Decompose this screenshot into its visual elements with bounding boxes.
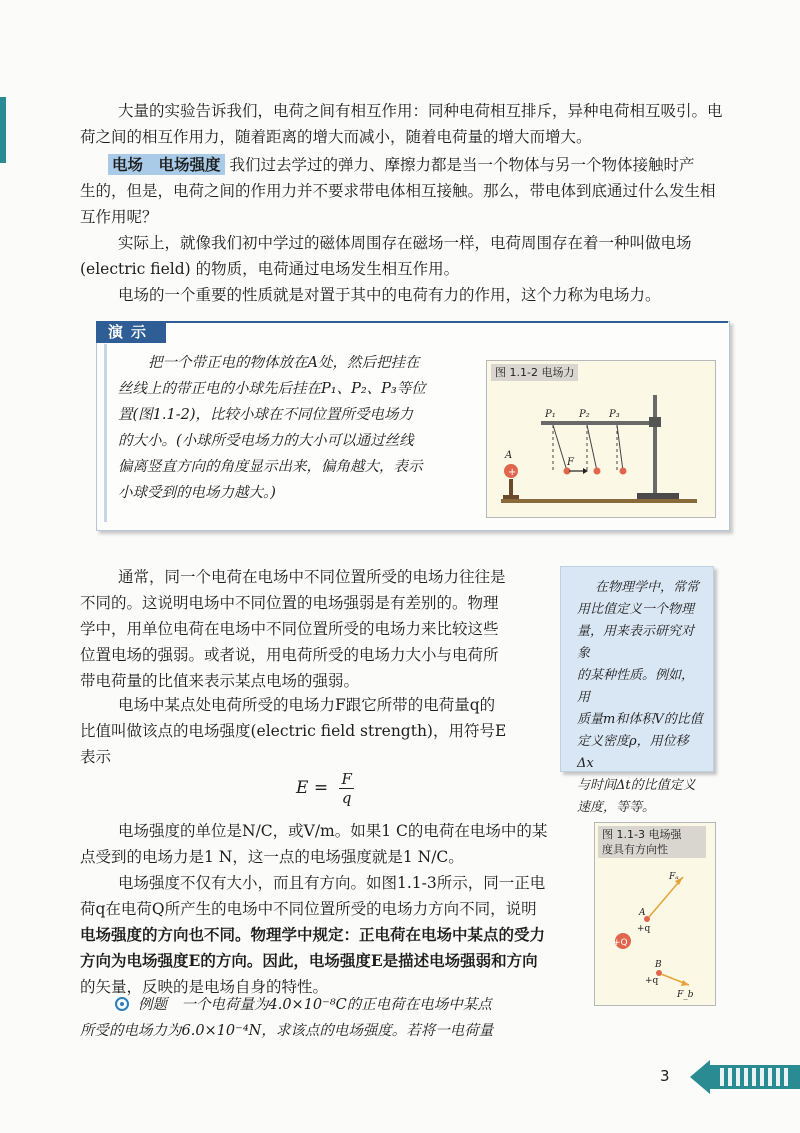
figure-caption: [598, 826, 706, 858]
formula-electric-field: [296, 770, 354, 807]
side-note-line: 质量m和体积V的比值: [577, 712, 703, 727]
force-b-arrow-head: [681, 980, 689, 986]
formula-denominator: q: [341, 789, 352, 807]
svg-text:+: +: [508, 467, 517, 478]
demo-line: 把一个带正电的物体放在A处，然后把挂在: [148, 355, 420, 371]
beam: [541, 421, 657, 425]
side-note-line: 的某种性质。例如，用: [577, 668, 695, 705]
paragraph-line: 我们过去学过的弹力、摩擦力都是当一个物体与另一个物体接触时产: [229, 156, 695, 174]
paragraph-line: 荷之间的相互作用力，随着距离的增大而减小，随着电荷量的增大而增大。: [80, 128, 592, 146]
demo-line: 小球受到的电场力越大。): [118, 485, 276, 501]
paragraph-line: 点受到的电场力是1 N，这一点的电场强度就是1 N/C。: [80, 848, 464, 866]
clamp: [649, 417, 661, 427]
section-heading: 电场 电场强度: [108, 154, 225, 175]
label-qb: +q: [645, 976, 659, 986]
stand-base: [637, 493, 679, 499]
demo-line: 偏离竖直方向的角度显示出来，偏角越大，表示: [118, 459, 423, 475]
side-note-line: 在物理学中，常常: [595, 580, 700, 595]
label-big-q: +Q: [613, 938, 628, 948]
figure-electric-force: [486, 360, 716, 518]
side-note-line: 速度，等等。: [577, 800, 656, 815]
label-fa: Fₐ: [669, 872, 679, 882]
label-a: A: [505, 450, 513, 461]
example-line: 所受的电场力为6.0×10⁻⁴N，求该点的电场强度。若将一电荷量: [80, 1023, 494, 1039]
paragraph-line: 方向为电场强度E的方向。因此，电场强度E是描述电场强弱和方向: [80, 951, 538, 970]
demo-label: 演示: [96, 321, 166, 343]
table-base: [501, 499, 697, 503]
page-tab-arrow-icon: [690, 1060, 800, 1094]
paragraph-line: 大量的实验告诉我们，电荷之间有相互作用：同种电荷相互排斥，异种电荷相互吸引。电: [118, 102, 723, 120]
example-icon: [115, 997, 129, 1011]
label-p3: P₃: [609, 409, 620, 420]
paragraph-line: 电场的一个重要的性质就是对置于其中的电荷有力的作用，这个力称为电场力。: [118, 286, 661, 304]
page-edge-tab: [0, 97, 6, 163]
demo-line: 丝线上的带正电的小球先后挂在P₁、P₂、P₃等位: [118, 381, 426, 397]
section-paragraph: [108, 152, 694, 178]
label-f: F: [567, 457, 574, 468]
side-note-line: 与时间Δt的比值定义: [577, 778, 696, 793]
figure-field-direction: [594, 822, 716, 1006]
side-note-line: 用比值定义一个物理: [577, 602, 695, 617]
ball-p3: [620, 468, 627, 475]
label-a: A: [639, 908, 646, 918]
thread-p2: [587, 425, 597, 471]
demo-line: 的大小。(小球所受电场力的大小可以通过丝线: [118, 433, 414, 449]
formula-fraction: [339, 770, 353, 807]
electric-force-illustration: [487, 361, 715, 517]
paragraph-line: 不同的。这说明电场中不同位置的电场强弱是有差别的。物理: [80, 594, 499, 612]
side-note-line: 定义密度ρ，用位移Δx: [577, 734, 689, 771]
demo-text: [118, 350, 458, 506]
demo-line: 置(图1.1-2)，比较小球在不同位置所受电场力: [118, 407, 413, 423]
side-note: [560, 566, 714, 815]
paragraph-line: 的矢量，反映的是电场自身的特性。: [80, 978, 329, 996]
paragraph-line: 电场强度不仅有大小，而且有方向。如图1.1-3所示，同一正电: [118, 874, 546, 892]
stand-pole: [653, 395, 657, 493]
label-b: B: [655, 960, 662, 970]
paragraph-line: 表示: [80, 748, 112, 766]
paragraph-line: 通常，同一个电荷在电场中不同位置所受的电场力往往是: [118, 568, 506, 586]
formula-numerator: F: [341, 770, 352, 788]
paragraph-line: 荷q在电荷Q所产生的电场中不同位置所受的电场力方向不同，说明: [80, 900, 537, 918]
paragraph-line: 电场强度的单位是N/C，或V/m。如果1 C的电荷在电场中的某: [118, 822, 548, 840]
paragraph-line: 比值叫做该点的电场强度(electric field strength)，用符号E: [80, 722, 507, 740]
paragraph-line: 生的，但是，电荷之间的作用力并不要求带电体相互接触。那么，带电体到底通过什么发生相: [80, 182, 716, 200]
label-p2: P₂: [579, 409, 590, 420]
paragraph-line: 电场强度的方向也不同。物理学中规定：正电荷在电场中某点的受力: [80, 925, 546, 944]
label-fb: F_b: [677, 990, 694, 1000]
caption-line: 图 1.1-3 电场强: [602, 828, 682, 841]
stand-a-base: [503, 495, 519, 499]
ball-p2: [594, 468, 601, 475]
paragraph-line: 实际上，就像我们初中学过的磁体周围存在磁场一样，电荷周围存在着一种叫做电场: [118, 234, 692, 252]
paragraph-line: 学中，用单位电荷在电场中不同位置所受的电场力来比较这些: [80, 620, 499, 638]
caption-line: 度具有方向性: [602, 843, 668, 856]
demo-divider: [166, 321, 728, 323]
page-number: 3: [660, 1067, 670, 1085]
paragraph-line: 带电荷量的比值来表示某点电场的强弱。: [80, 672, 360, 690]
label-qa: +q: [637, 924, 651, 934]
paragraph-line: 位置电场的强弱。或者说，用电荷所受的电场力大小与电荷所: [80, 646, 499, 664]
example-line: 例题 一个电荷量为4.0×10⁻⁸C的正电荷在电场中某点: [138, 997, 492, 1013]
label-p1: P₁: [545, 409, 556, 420]
formula-lhs: E =: [296, 778, 329, 798]
side-note-line: 量，用来表示研究对象: [577, 624, 695, 661]
paragraph-line: 互作用呢？: [80, 208, 158, 226]
thread-p1: [553, 425, 567, 471]
paragraph-line: (electric field) 的物质，电荷通过电场发生相互作用。: [80, 260, 460, 278]
thread-p3: [617, 425, 623, 471]
paragraph-line: 电场中某点处电荷所受的电场力F跟它所带的电荷量q的: [118, 696, 496, 714]
figure-caption: 图 1.1-2 电场力: [491, 364, 578, 381]
